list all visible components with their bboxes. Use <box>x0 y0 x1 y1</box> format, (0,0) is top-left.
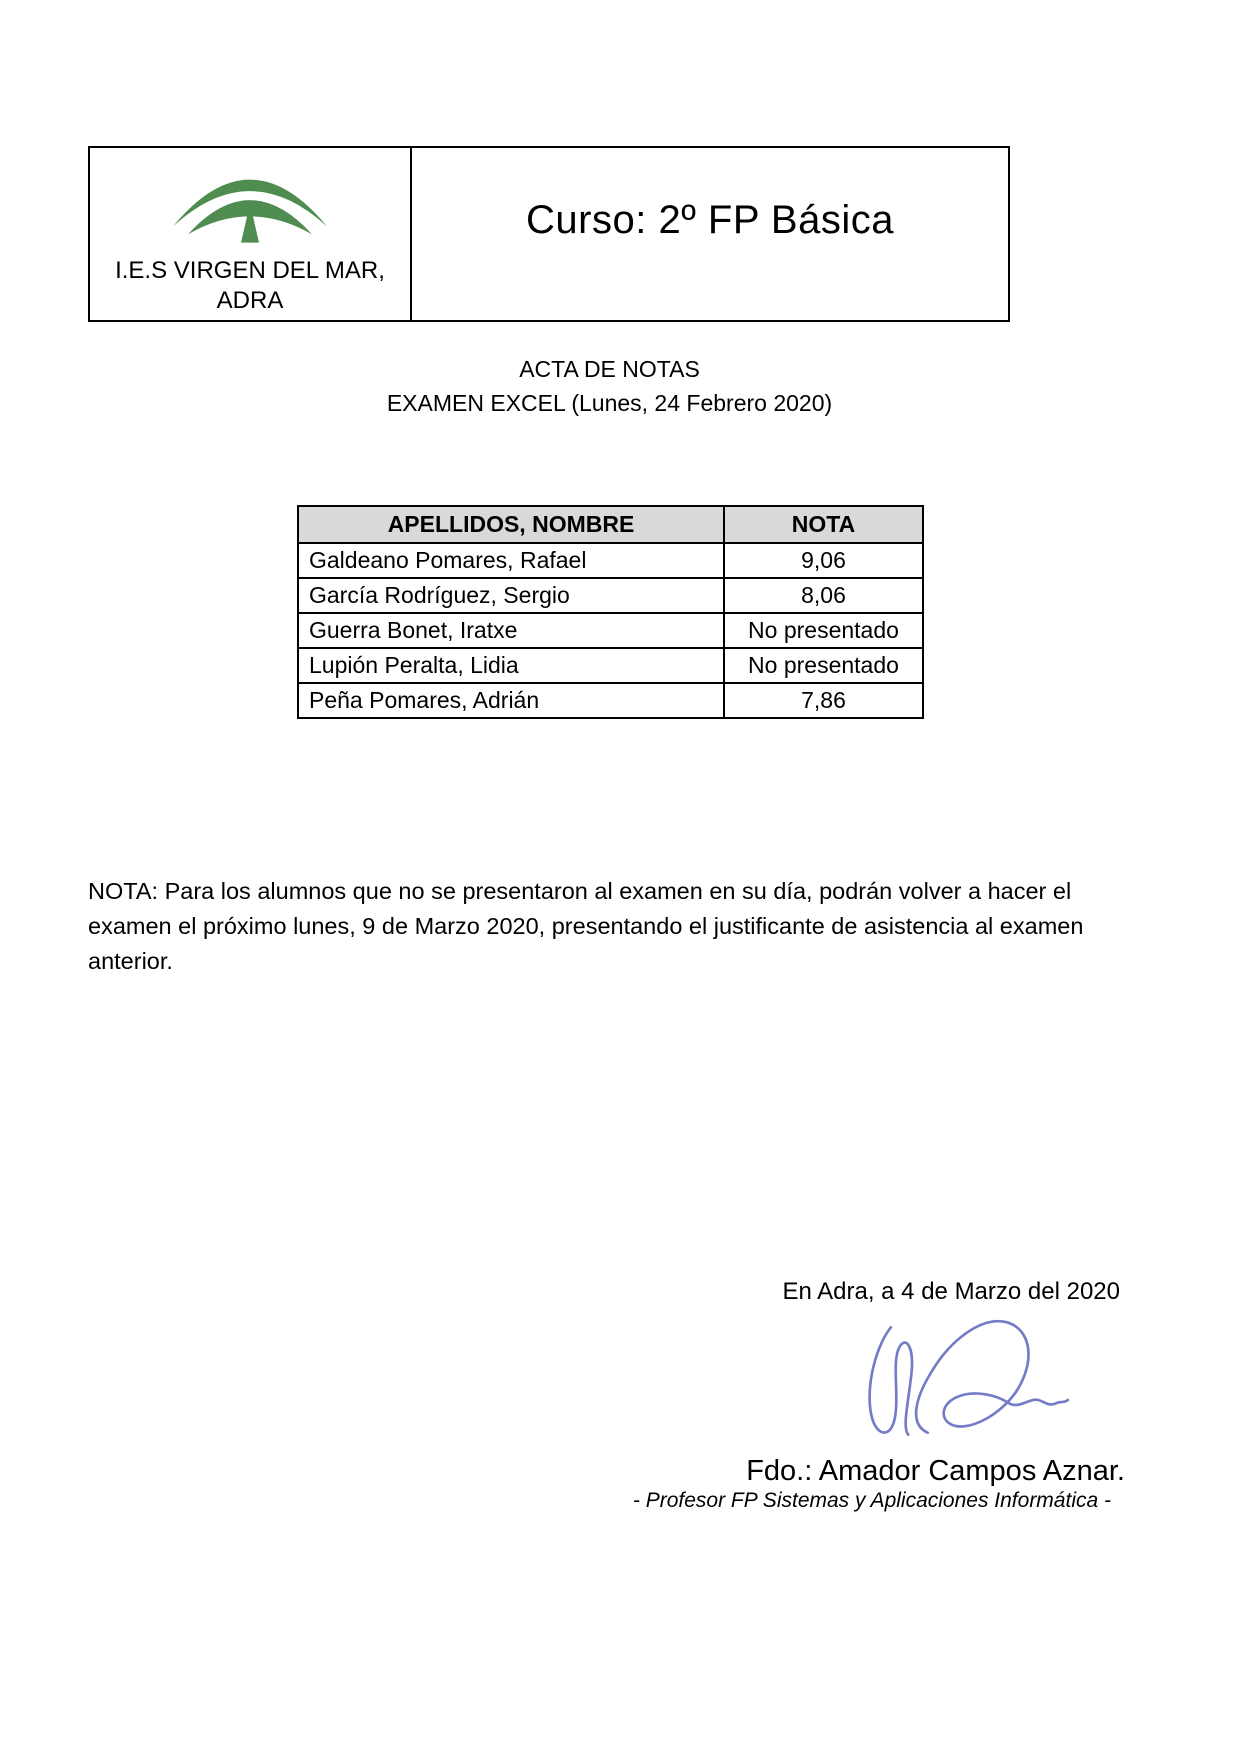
column-header-grade: NOTA <box>724 506 923 543</box>
student-name: Guerra Bonet, Iratxe <box>298 613 724 648</box>
student-name: Lupión Peralta, Lidia <box>298 648 724 683</box>
note-paragraph: NOTA: Para los alumnos que no se presentaron al examen en su día, podrán volver a hacer el examen el próximo lunes, 9 de Marzo 2020, presentando el justificante de asistencia al examen anterior. <box>88 877 1084 974</box>
school-name-line1: I.E.S VIRGEN DEL MAR, <box>115 257 385 284</box>
student-grade: 7,86 <box>724 683 923 718</box>
school-logo-cell <box>90 148 412 320</box>
course-title-cell <box>412 148 1008 320</box>
table-row <box>298 648 923 683</box>
student-grade: No presentado <box>724 648 923 683</box>
student-grade: No presentado <box>724 613 923 648</box>
signature-scribble <box>852 1308 1072 1453</box>
subtitle-line1: ACTA DE NOTAS <box>519 356 700 382</box>
school-name-line2: ADRA <box>216 287 284 314</box>
student-name: García Rodríguez, Sergio <box>298 578 724 613</box>
column-header-name: APELLIDOS, NOMBRE <box>298 506 724 543</box>
subtitle-line2: EXAMEN EXCEL (Lunes, 24 Febrero 2020) <box>386 390 833 416</box>
table-header-row <box>298 506 923 543</box>
document-subtitle <box>0 352 1219 420</box>
date-line: En Adra, a 4 de Marzo del 2020 <box>782 1278 1120 1305</box>
school-logo-icon <box>161 156 339 254</box>
signed-by: Fdo.: Amador Campos Aznar. <box>746 1455 1125 1487</box>
table-row <box>298 613 923 648</box>
student-name: Galdeano Pomares, Rafael <box>298 543 724 578</box>
student-grade: 9,06 <box>724 543 923 578</box>
course-title: Curso: 2º FP Básica <box>526 197 894 242</box>
table-row <box>298 543 923 578</box>
signer-role: - Profesor FP Sistemas y Aplicaciones Informática - <box>632 1489 1111 1512</box>
student-name: Peña Pomares, Adrián <box>298 683 724 718</box>
grades-table <box>297 505 924 719</box>
table-row <box>298 683 923 718</box>
student-grade: 8,06 <box>724 578 923 613</box>
table-row <box>298 578 923 613</box>
header-box <box>88 146 1010 322</box>
school-name <box>115 256 385 316</box>
